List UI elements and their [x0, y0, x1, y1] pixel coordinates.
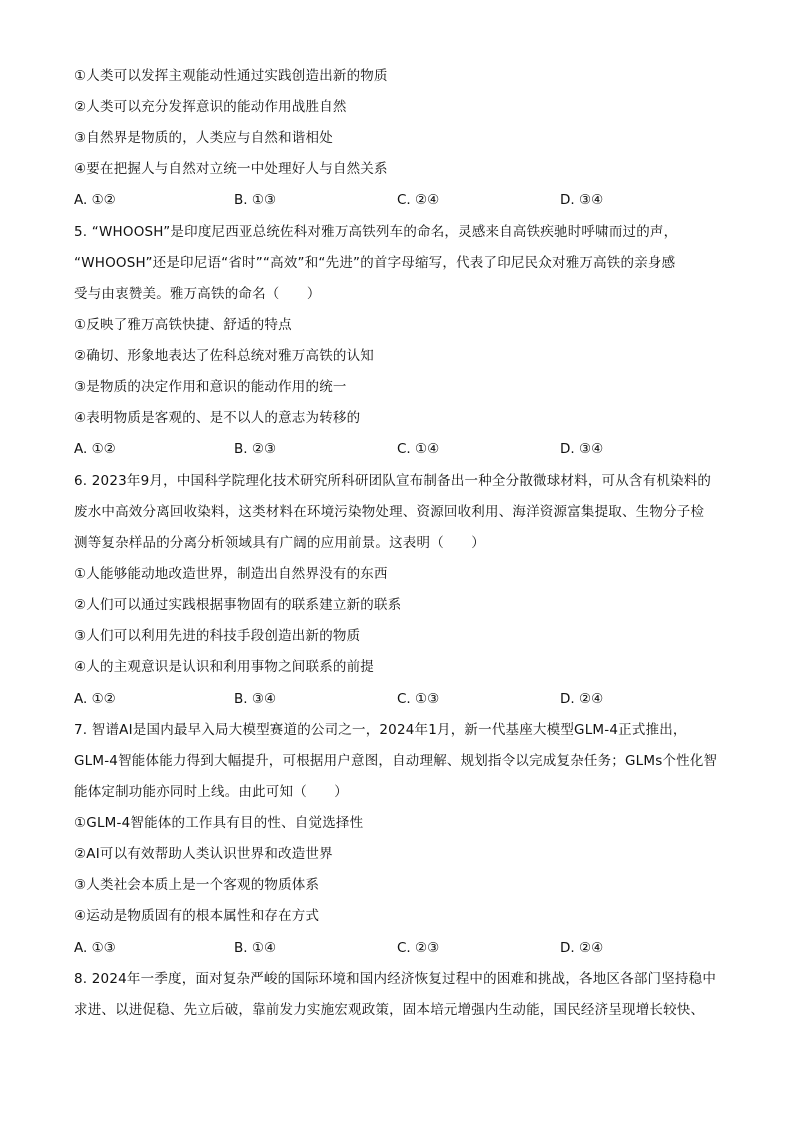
q7-option-d: D. ②④ — [560, 940, 604, 956]
q4-statement-3: ③自然界是物质的，人类应与自然和谐相处 — [74, 130, 333, 146]
q7-statement-2: ②AI可以有效帮助人类认识世界和改造世界 — [74, 846, 333, 862]
q4-options — [74, 192, 714, 208]
q6-statement-1: ①人能够能动地改造世界，制造出自然界没有的东西 — [74, 566, 388, 582]
q7-statement-3: ③人类社会本质上是一个客观的物质体系 — [74, 877, 320, 893]
q5-options — [74, 441, 714, 457]
q6-option-d: D. ②④ — [560, 691, 604, 707]
q5-stem-line-2: “WHOOSH”还是印尼语“省时”“高效”和“先进”的首字母缩写，代表了印尼民众对雅万高铁的亲身感 — [74, 255, 676, 271]
q5-statement-4: ④表明物质是客观的、是不以人的意志为转移的 — [74, 410, 361, 426]
q6-statement-4: ④人的主观意识是认识和利用事物之间联系的前提 — [74, 659, 375, 675]
q8-stem-line-1: 8. 2024年一季度，面对复杂严峻的国际环境和国内经济恢复过程中的困难和挑战，各地区各部门坚持稳中 — [74, 971, 717, 987]
q7-option-b: B. ①④ — [234, 940, 277, 956]
q6-statement-2: ②人们可以通过实践根据事物固有的联系建立新的联系 — [74, 597, 402, 613]
q7-stem-line-2: GLM-4智能体能力得到大幅提升，可根据用户意图，自动理解、规划指令以完成复杂任务；GLMs个性化智 — [74, 753, 718, 769]
q5-stem-line-3: 受与由衷赞美。雅万高铁的命名（ ） — [74, 286, 321, 302]
q5-option-d: D. ③④ — [560, 441, 604, 457]
q4-option-c: C. ②④ — [397, 192, 440, 208]
q6-option-c: C. ①③ — [397, 691, 440, 707]
q5-option-b: B. ②③ — [234, 441, 277, 457]
q6-statement-3: ③人们可以利用先进的科技手段创造出新的物质 — [74, 628, 361, 644]
q6-option-b: B. ③④ — [234, 691, 277, 707]
q7-statement-4: ④运动是物质固有的根本属性和存在方式 — [74, 908, 320, 924]
q5-statement-2: ②确切、形象地表达了佐科总统对雅万高铁的认知 — [74, 348, 375, 364]
q7-stem-line-1: 7. 智谱AI是国内最早入局大模型赛道的公司之一，2024年1月，新一代基座大模型GLM-4正式推出， — [74, 722, 687, 738]
q4-option-a: A. ①② — [74, 192, 116, 208]
q6-stem-line-2: 废水中高效分离回收染料，这类材料在环境污染物处理、资源回收利用、海洋资源富集提取、生物分子检 — [74, 504, 705, 520]
q5-statement-1: ①反映了雅万高铁快捷、舒适的特点 — [74, 317, 292, 333]
q5-stem-line-1: 5. “WHOOSH”是印度尼西亚总统佐科对雅万高铁列车的命名，灵感来自高铁疾驰时呼啸而过的声， — [74, 224, 678, 240]
q8-stem-line-2: 求进、以进促稳、先立后破，靠前发力实施宏观政策，固本培元增强内生动能，国民经济呈现增长较快、 — [74, 1002, 705, 1018]
q5-option-c: C. ①④ — [397, 441, 440, 457]
q6-stem-line-3: 测等复杂样品的分离分析领域具有广阔的应用前景。这表明（ ） — [74, 535, 485, 551]
q6-option-a: A. ①② — [74, 691, 116, 707]
q4-option-b: B. ①③ — [234, 192, 277, 208]
q7-options — [74, 940, 714, 956]
q5-option-a: A. ①② — [74, 441, 116, 457]
q4-statement-4: ④要在把握人与自然对立统一中处理好人与自然关系 — [74, 161, 388, 177]
q7-statement-1: ①GLM-4智能体的工作具有目的性、自觉选择性 — [74, 815, 364, 831]
q7-option-c: C. ②③ — [397, 940, 440, 956]
q4-option-d: D. ③④ — [560, 192, 604, 208]
q4-statement-2: ②人类可以充分发挥意识的能动作用战胜自然 — [74, 99, 347, 115]
q7-stem-line-3: 能体定制功能亦同时上线。由此可知（ ） — [74, 784, 348, 800]
q6-options — [74, 691, 714, 707]
q5-statement-3: ③是物质的决定作用和意识的能动作用的统一 — [74, 379, 347, 395]
q4-statement-1: ①人类可以发挥主观能动性通过实践创造出新的物质 — [74, 68, 388, 84]
q7-option-a: A. ①③ — [74, 940, 116, 956]
q6-stem-line-1: 6. 2023年9月，中国科学院理化技术研究所科研团队宣布制备出一种全分散微球材料，可从含有机染料的 — [74, 473, 712, 489]
